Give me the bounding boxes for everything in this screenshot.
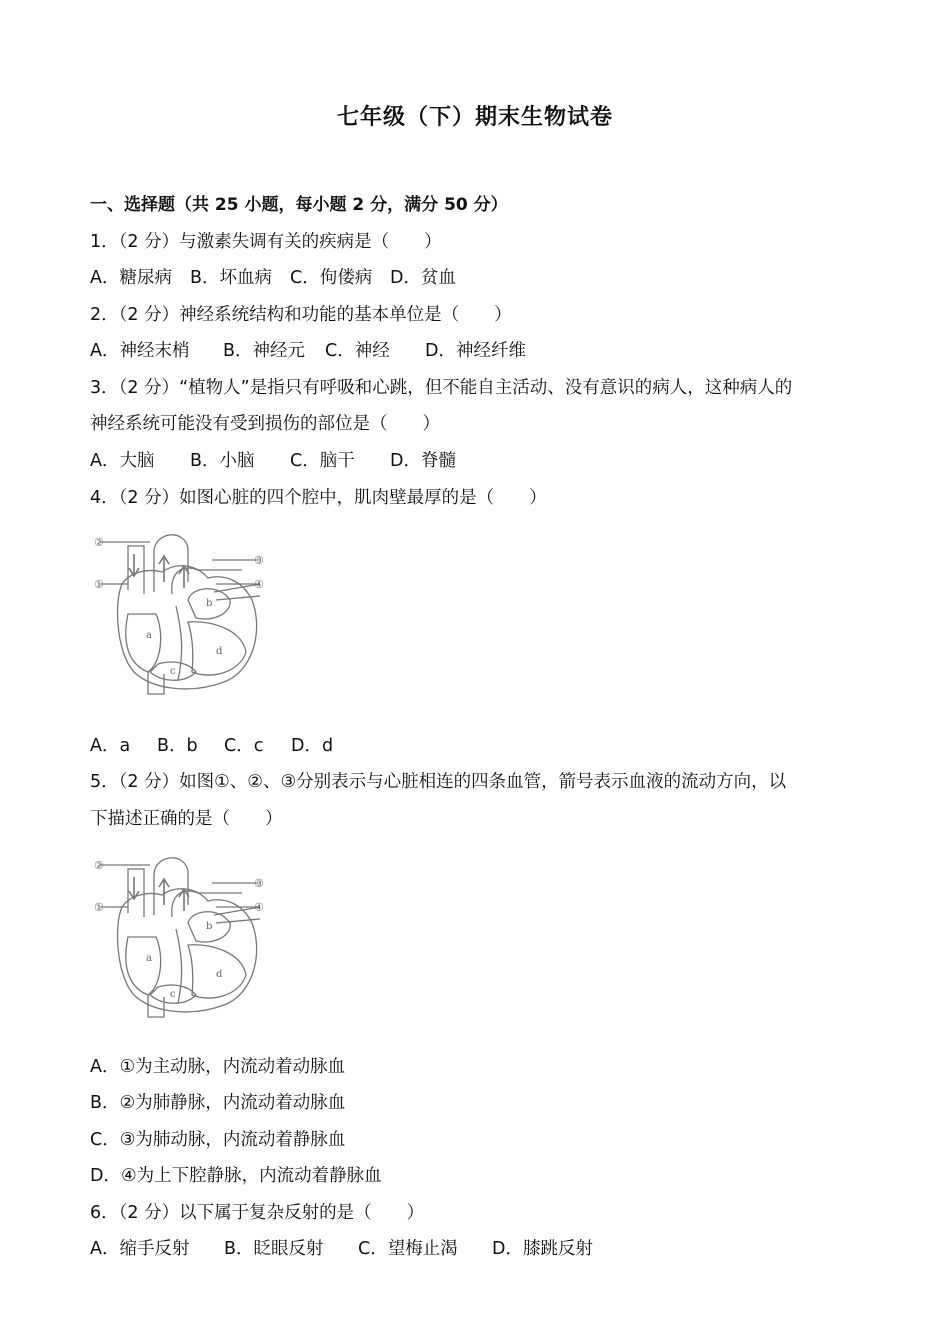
label-d: d (216, 646, 223, 657)
label-3: ③ (254, 554, 264, 567)
question-2-options (90, 337, 526, 362)
option-d[interactable]: D．d (291, 736, 334, 756)
question-3-stem-line-1: 3．（2 分）“植物人”是指只有呼吸和心跳，但不能自主活动、没有意识的病人，这种病人的 (90, 378, 793, 398)
label-b: b (206, 921, 213, 932)
label-1: ① (94, 901, 104, 914)
option-c[interactable]: C．神经 (325, 341, 390, 361)
option-a[interactable]: A．神经末梢 (90, 341, 190, 361)
label-a: a (146, 630, 152, 641)
option-a[interactable]: A．缩手反射 (90, 1239, 190, 1259)
heart-diagram-q5 (92, 845, 272, 1020)
option-a[interactable]: A．大脑 (90, 451, 155, 471)
page-title: 七年级（下）期末生物试卷 (336, 105, 613, 130)
question-6-options (90, 1235, 593, 1260)
question-5-option-a[interactable]: A．①为主动脉，内流动着动脉血 (90, 1057, 346, 1077)
label-3: ③ (254, 877, 264, 890)
question-4-stem: 4．（2 分）如图心脏的四个腔中，肌肉壁最厚的是（ ） (90, 488, 547, 508)
label-d: d (216, 969, 223, 980)
question-5-stem-line-1: 5．（2 分）如图①、②、③分别表示与心脏相连的四条血管，箭号表示血液的流动方向，以 (90, 772, 787, 792)
chamber-a-outline (126, 614, 161, 672)
heart-diagram-q4 (92, 522, 272, 697)
label-b: b (206, 598, 213, 609)
option-b[interactable]: B．坏血病 (190, 268, 273, 288)
label-1: ① (94, 578, 104, 591)
label-2: ② (94, 859, 104, 872)
option-d[interactable]: D．脊髓 (390, 451, 456, 471)
pulmonary-artery (172, 891, 242, 917)
question-3-options (90, 447, 456, 472)
option-b[interactable]: B．小脑 (190, 451, 255, 471)
option-d[interactable]: D．膝跳反射 (492, 1239, 593, 1259)
label-4: ④ (254, 901, 264, 914)
option-a[interactable]: A．糖尿病 (90, 268, 172, 288)
option-b[interactable]: B．眨眼反射 (224, 1239, 324, 1259)
question-6-stem: 6．（2 分）以下属于复杂反射的是（ ） (90, 1203, 425, 1223)
option-d[interactable]: D．贫血 (390, 268, 456, 288)
question-5-option-c[interactable]: C．③为肺动脉，内流动着静脉血 (90, 1130, 346, 1150)
option-b[interactable]: B．神经元 (223, 341, 306, 361)
label-2: ② (94, 536, 104, 549)
label-4: ④ (254, 578, 264, 591)
question-1-options (90, 264, 456, 289)
pulmonary-artery (172, 568, 242, 594)
option-c[interactable]: C．脑干 (290, 451, 355, 471)
option-a[interactable]: A．a (90, 736, 131, 756)
label-c: c (170, 666, 176, 677)
option-c[interactable]: C．佝偻病 (290, 268, 373, 288)
option-c[interactable]: C．望梅止渴 (358, 1239, 458, 1259)
question-4-options (90, 732, 333, 757)
question-3-stem-line-2: 神经系统可能没有受到损伤的部位是（ ） (90, 414, 440, 434)
question-5-option-d[interactable]: D．④为上下腔静脉，内流动着静脉血 (90, 1166, 382, 1186)
question-1-stem: 1．（2 分）与激素失调有关的疾病是（ ） (90, 232, 442, 252)
option-c[interactable]: C．c (224, 736, 264, 756)
option-b[interactable]: B．b (157, 736, 198, 756)
question-5-option-b[interactable]: B．②为肺静脉，内流动着动脉血 (90, 1093, 346, 1113)
section-heading: 一、选择题（共 25 小题，每小题 2 分，满分 50 分） (90, 195, 508, 215)
question-2-stem: 2．（2 分）神经系统结构和功能的基本单位是（ ） (90, 305, 512, 325)
option-d[interactable]: D．神经纤维 (425, 341, 526, 361)
label-c: c (170, 989, 176, 1000)
label-a: a (146, 953, 152, 964)
septum (176, 606, 182, 680)
question-5-stem-line-2: 下描述正确的是（ ） (90, 809, 283, 829)
chamber-a-outline (126, 937, 161, 995)
septum (176, 929, 182, 1003)
